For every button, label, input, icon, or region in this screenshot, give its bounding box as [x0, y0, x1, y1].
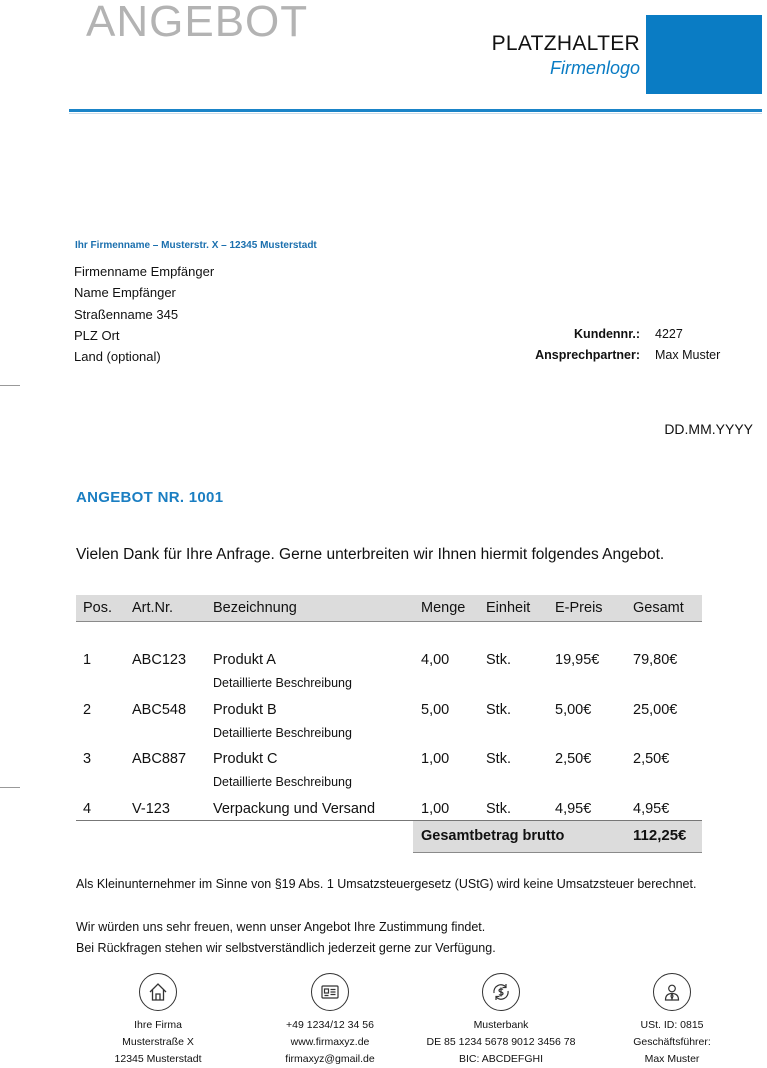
col-header-article: Art.Nr.	[132, 600, 174, 616]
row-unit: Stk.	[486, 801, 511, 817]
house-icon	[139, 973, 177, 1011]
row-unit: Stk.	[486, 652, 511, 668]
col-header-pos: Pos.	[83, 600, 113, 616]
row-article: ABC548	[132, 702, 187, 718]
document-date: DD.MM.YYYY	[664, 421, 753, 437]
row-article: V-123	[132, 801, 170, 817]
tax-note: Als Kleinunternehmer im Sinne von §19 Abs. 1 Umsatzsteuergesetz (UStG) wird keine Umsatzsteuer berechnet.	[76, 877, 697, 891]
total-label: Gesamtbetrag brutto	[421, 828, 565, 844]
intro-text: Vielen Dank für Ihre Anfrage. Gerne unterbreiten wir Ihnen hiermit folgendes Angebot.	[76, 546, 665, 563]
sender-return-address: Ihr Firmenname – Musterstr. X – 12345 Musterstadt	[75, 240, 317, 251]
row-article: ABC887	[132, 751, 187, 767]
row-name: Produkt C	[213, 751, 278, 767]
row-unit: Stk.	[486, 751, 511, 767]
manager-icon	[653, 973, 691, 1011]
fold-mark-bottom	[0, 787, 20, 788]
row-name: Verpackung und Versand	[213, 801, 376, 817]
footer-website: www.firmaxyz.de	[290, 1036, 370, 1048]
row-description: Detaillierte Beschreibung	[213, 676, 352, 690]
logo-subtitle: Firmenlogo	[549, 58, 640, 78]
row-pos: 1	[83, 652, 92, 668]
row-description: Detaillierte Beschreibung	[213, 775, 352, 789]
footer-ceo-label: Geschäftsführer:	[633, 1036, 711, 1048]
footer-bank-name: Musterbank	[473, 1019, 529, 1031]
document-title: ANGEBOT	[86, 0, 309, 46]
row-total: 2,50€	[633, 751, 670, 767]
footer-bank	[421, 1017, 581, 1068]
col-header-unit-price: E-Preis	[555, 600, 603, 616]
footer-company-name: Ihre Firma	[134, 1019, 182, 1031]
footer-company-street: Musterstraße X	[122, 1036, 194, 1048]
row-unit-price: 5,00€	[555, 702, 592, 718]
fold-mark-top	[0, 385, 20, 386]
closing-text-1: Wir würden uns sehr freuen, wenn unser Angebot Ihre Zustimmung findet.	[76, 920, 486, 934]
row-quantity: 1,00	[421, 801, 450, 817]
header-divider	[69, 109, 762, 112]
customer-number: 4227	[655, 327, 683, 341]
footer-email: firmaxyz@gmail.de	[285, 1053, 375, 1065]
col-header-description: Bezeichnung	[213, 600, 297, 616]
row-name: Produkt B	[213, 702, 277, 718]
row-pos: 2	[83, 702, 92, 718]
row-pos: 3	[83, 751, 92, 767]
offer-heading: ANGEBOT NR. 1001	[76, 489, 224, 506]
row-unit-price: 19,95€	[555, 652, 600, 668]
row-name: Produkt A	[213, 652, 276, 668]
footer-legal	[592, 1017, 752, 1068]
col-header-quantity: Menge	[421, 600, 466, 616]
row-unit-price: 2,50€	[555, 751, 592, 767]
footer-vat-id: USt. ID: 0815	[640, 1019, 704, 1031]
logo-block	[646, 15, 762, 94]
closing-text-2: Bei Rückfragen stehen wir selbstverständlich jederzeit gerne zur Verfügung.	[76, 941, 496, 955]
row-pos: 4	[83, 801, 92, 817]
recipient-name: Name Empfänger	[74, 285, 176, 301]
total-amount: 112,25€	[633, 827, 687, 844]
recipient-street: Straßenname 345	[74, 306, 179, 322]
row-description: Detaillierte Beschreibung	[213, 726, 352, 740]
recipient-country: Land (optional)	[74, 349, 161, 365]
footer-bic: BIC: ABCDEFGHI	[458, 1053, 543, 1065]
col-header-unit: Einheit	[486, 600, 531, 616]
recipient-address	[74, 261, 214, 367]
row-quantity: 5,00	[421, 702, 450, 718]
footer-ceo-name: Max Muster	[644, 1053, 700, 1065]
footer-iban: DE 85 1234 5678 9012 3456 78	[426, 1036, 576, 1048]
col-header-total: Gesamt	[633, 600, 684, 616]
money-exchange-icon	[482, 973, 520, 1011]
recipient-company: Firmenname Empfänger	[74, 264, 215, 279]
header-divider-shadow	[69, 113, 762, 114]
row-article: ABC123	[132, 652, 187, 668]
row-total: 79,80€	[633, 652, 678, 668]
logo-placeholder-text: PLATZHALTER	[491, 32, 640, 55]
customer-number-label: Kundennr.:	[574, 327, 640, 341]
footer-company-city: 12345 Musterstadt	[114, 1053, 202, 1065]
recipient-city: PLZ Ort	[74, 327, 120, 343]
footer-company	[78, 1017, 238, 1068]
footer-contact	[250, 1017, 410, 1068]
contact-person: Max Muster	[655, 348, 721, 362]
row-total: 4,95€	[633, 801, 670, 817]
footer-phone: +49 1234/12 34 56	[286, 1019, 374, 1031]
row-quantity: 4,00	[421, 652, 450, 668]
row-unit-price: 4,95€	[555, 801, 592, 817]
contact-person-label: Ansprechpartner:	[535, 348, 640, 362]
row-quantity: 1,00	[421, 751, 450, 767]
contact-card-icon	[311, 973, 349, 1011]
row-total: 25,00€	[633, 702, 678, 718]
row-unit: Stk.	[486, 702, 511, 718]
